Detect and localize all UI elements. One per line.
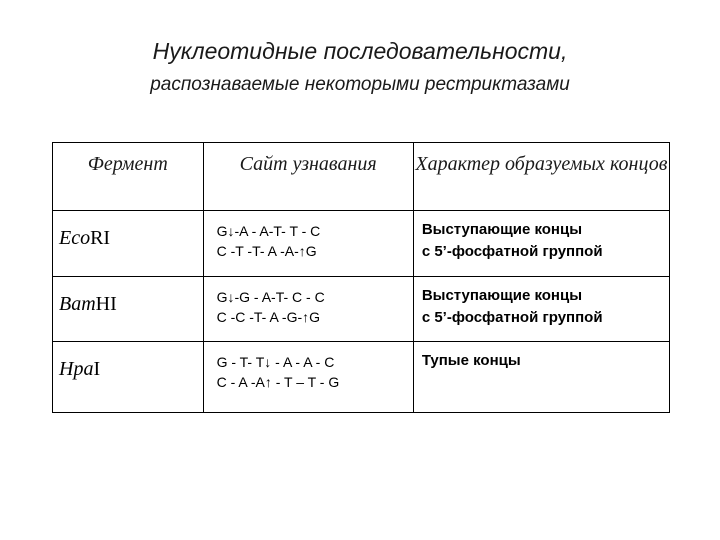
enzyme-cell: [53, 342, 204, 413]
table-row: [53, 277, 670, 342]
page-subtitle: распознаваемые некоторыми рестриктазами: [150, 74, 570, 95]
enzyme-name-italic: Eco: [59, 227, 91, 249]
site-cell: [203, 277, 413, 342]
restriction-enzyme-table: [52, 142, 670, 413]
enzyme-name-suffix: I: [93, 358, 101, 380]
ends-cell: [413, 277, 669, 342]
table-row: [53, 211, 670, 277]
site-top-strand: G - T- T↓ - A - A - C: [216, 354, 335, 370]
site-cell: [203, 342, 413, 413]
table-row: [53, 342, 670, 413]
site-bottom-strand: C - A -A↑ - T – T - G: [216, 374, 340, 390]
enzyme-cell: [53, 211, 204, 277]
enzyme-name-suffix: HI: [95, 293, 117, 315]
ends-line-1: Выступающие концы: [421, 287, 583, 304]
ends-line-1: Тупые концы: [421, 352, 521, 369]
page-title: Нуклеотидные последовательности,: [152, 38, 568, 64]
header-ends: Характер образуемых концов: [413, 143, 669, 211]
enzyme-name-italic: Hpa: [59, 358, 94, 380]
ends-cell: [413, 211, 669, 277]
site-bottom-strand: C -T -T- A -A-↑G: [216, 243, 317, 259]
site-cell: [203, 211, 413, 277]
header-enzyme: Фермент: [53, 143, 204, 211]
ends-line-1: Выступающие концы: [421, 221, 583, 238]
ends-line-2: с 5’-фосфатной группой: [421, 309, 603, 326]
site-top-strand: G↓-G - A-T- C - C: [216, 289, 325, 305]
table-header-row: [53, 143, 670, 211]
ends-line-2: с 5’-фосфатной группой: [421, 243, 603, 260]
site-bottom-strand: C -C -T- A -G-↑G: [216, 309, 321, 325]
enzyme-name-suffix: RI: [90, 227, 111, 249]
header-site: Сайт узнавания: [203, 143, 413, 211]
enzyme-cell: [53, 277, 204, 342]
site-top-strand: G↓-A - A-T- T - C: [216, 223, 321, 239]
ends-cell: [413, 342, 669, 413]
enzyme-name-italic: Bam: [59, 293, 96, 315]
